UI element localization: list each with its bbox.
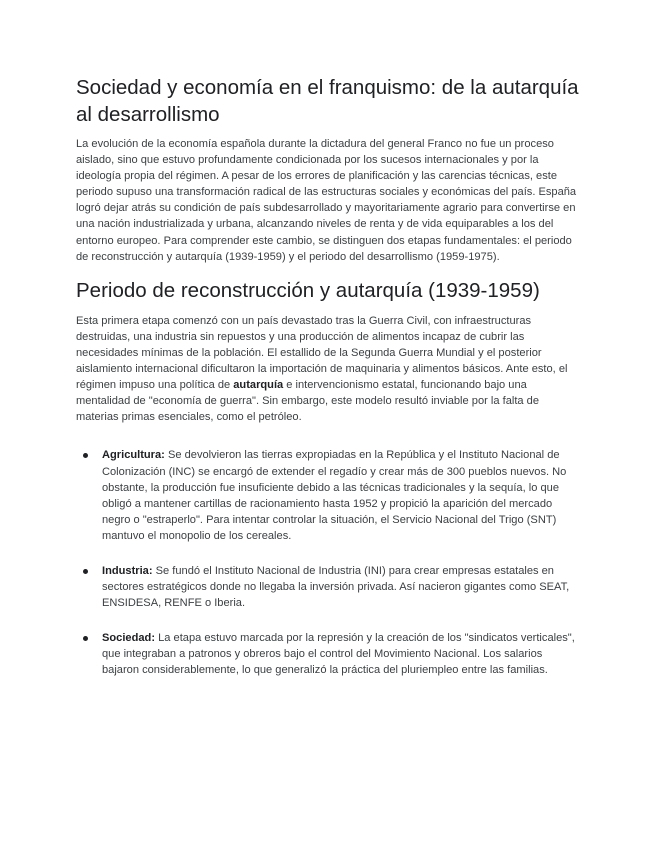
section-paragraph-text-before: Esta primera etapa comenzó con un país devastado tras la Guerra Civil, con infraestructuras destruidas, una industria sin repuestos y una producción de alimentos incapaz de cubrir las necesidades mínimas de la población. El estallido de la Segunda Guerra Mundial y el posterior aislamiento internacional dificultaron la importación de maquinaria y alimentos básicos. Ante esto, el régimen impuso una política de (76, 314, 568, 392)
list-item (76, 447, 579, 544)
section-paragraph (76, 313, 579, 426)
document-title: Sociedad y economía en el franquismo: de la autarquía al desarrollismo (76, 76, 579, 126)
section-paragraph-bold-term: autarquía (233, 379, 284, 392)
list-item (76, 563, 579, 611)
list-item (76, 630, 579, 678)
bullet-list (76, 447, 579, 678)
list-item-text: Se fundó el Instituto Nacional de Industria (INI) para crear empresas estatales en sectores estratégicos donde no llegaba la inversión privada. Así nacieron gigantes como SEAT, ENSIDESA, RENFE o Iberia. (102, 564, 570, 610)
list-item-label: Agricultura: (102, 449, 165, 462)
bullet-dot (83, 636, 88, 641)
list-item-text: La etapa estuvo marcada por la represión y la creación de los "sindicatos verticales", que integraban a patronos y obreros bajo el control del Movimiento Nacional. Los salarios bajaron considerablemente, lo que generalizó la práctica del pluriempleo entre las familias. (102, 632, 575, 677)
list-item-text: Se devolvieron las tierras expropiadas en la República y el Instituto Nacional de Colonización (INC) se encargó de extender el regadío y crear más de 300 pueblos nuevos. No obstante, la producción fue insuficiente debido a las técnicas tradicionales y la sequía, lo que obligó a mantener cartillas de racionamiento hasta 1952 y propició la aparición del mercado negro o "estraperlo". Para intentar controlar la situación, el Servicio Nacional del Trigo (SNT) mantuvo el monopolio de los cereales. (102, 449, 567, 542)
list-item-label: Sociedad: (102, 632, 156, 645)
bullet-dot (83, 569, 88, 574)
list-item-label: Industria: (102, 564, 153, 577)
intro-paragraph: La evolución de la economía española durante la dictadura del general Franco no fue un proceso aislado, sino que estuvo profundamente condicionada por los sucesos internacionales y por la ideología propia del régimen. A pesar de los errores de planificación y las carencias técnicas, este periodo supuso una transformación radical de las estructuras sociales y económicas del país. España logró dejar atrás su condición de país subdesarrollado y mayoritariamente agrario para convertirse en una nación industrializada y urbana, alcanzando niveles de renta y de vida equiparables a los del entorno europeo. Para comprender este cambio, se distinguen dos etapas fundamentales: el periodo de reconstrucción y autarquía (1939-1959) y el periodo del desarrollismo (1959-1975). (76, 138, 577, 263)
bullet-dot (83, 453, 88, 458)
section-paragraph-text-after: e intervencionismo estatal, funcionando bajo una mentalidad de "economía de guerra". Sin embargo, este modelo resultó inviable por la falta de materias primas esenciales, como el petróleo. (76, 379, 539, 424)
section-heading: Periodo de reconstrucción y autarquía (1939-1959) (76, 278, 540, 302)
